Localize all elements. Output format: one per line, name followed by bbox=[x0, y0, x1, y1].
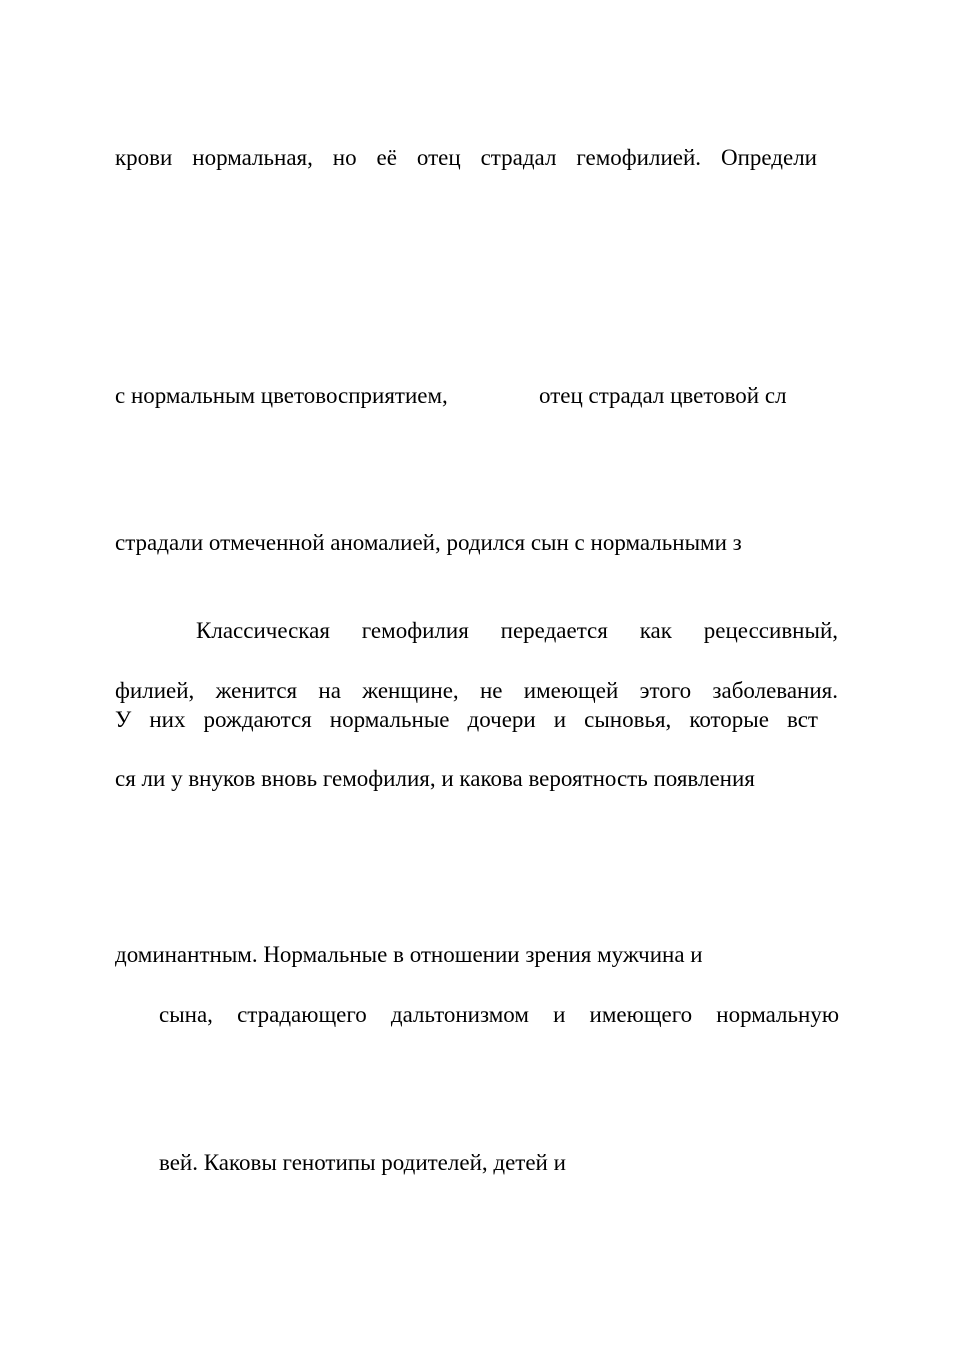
text-line-5: филией, женится на женщине, не имеющей этого заболевания. bbox=[115, 678, 838, 703]
text-line-4: Классическая гемофилия передается как рецессивный, bbox=[196, 618, 838, 643]
text-line-8: доминантным. Нормальные в отношении зрения мужчина и bbox=[115, 942, 703, 967]
text-line-3: страдали отмеченной аномалией, родился сын с нормальными з bbox=[115, 530, 742, 555]
text-line-2b: отец страдал цветовой сл bbox=[539, 383, 787, 408]
text-line-10: вей. Каковы генотипы родителей, детей и bbox=[159, 1150, 566, 1175]
text-line-6: У них рождаются нормальные дочери и сыновья, которые вст bbox=[115, 707, 818, 732]
text-line-7: ся ли у внуков вновь гемофилия, и какова вероятность появления bbox=[115, 766, 755, 791]
text-line-2a: с нормальным цветовосприятием, bbox=[115, 383, 448, 408]
text-line-1: крови нормальная, но её отец страдал гемофилией. Определи bbox=[115, 145, 817, 170]
text-line-9: сына, страдающего дальтонизмом и имеющего нормальную bbox=[159, 1002, 839, 1027]
